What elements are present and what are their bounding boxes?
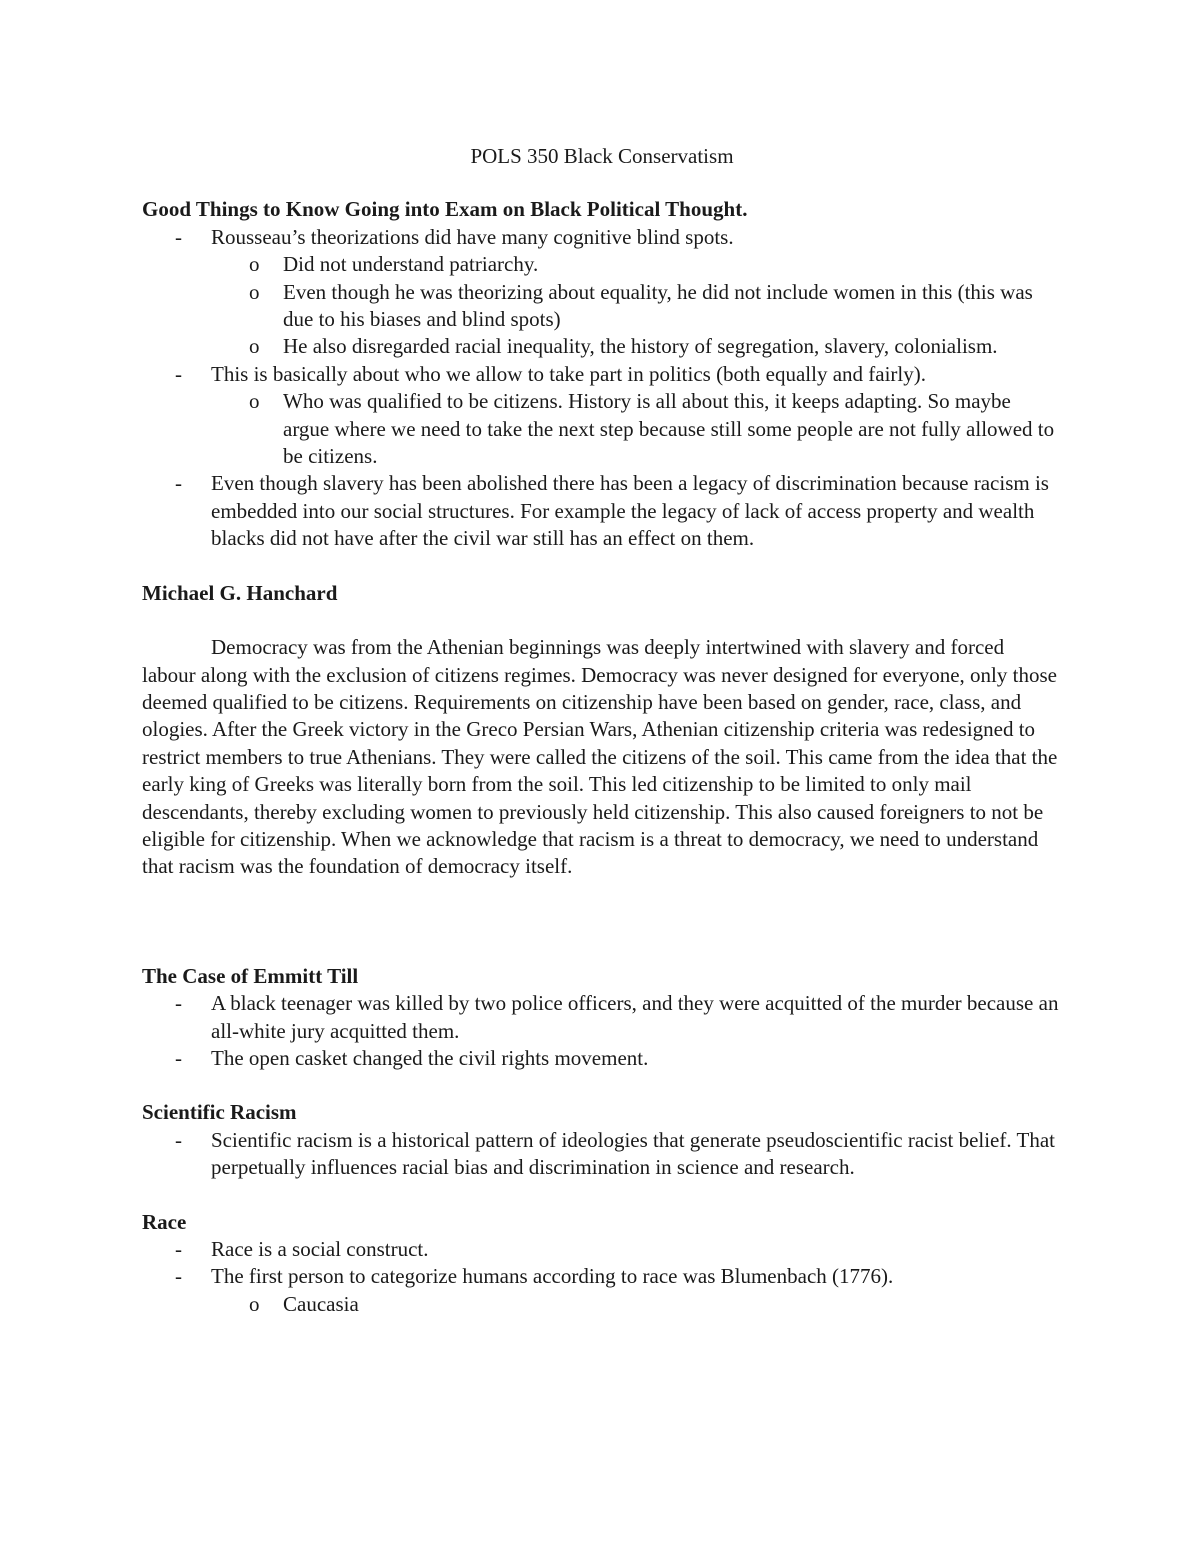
- dash-marker: -: [175, 1045, 182, 1070]
- section-heading-hanchard: Michael G. Hanchard: [142, 580, 338, 605]
- section-emmitt-till: [142, 963, 1062, 1073]
- sub-list: [211, 251, 1062, 361]
- list-item-text: Rousseau’s theorizations did have many cognitive blind spots.: [211, 224, 734, 249]
- list-item-text: Scientific racism is a historical pattern of ideologies that generate pseudoscientific racist belief. That perpetually influences racial bias and discrimination in science and research.: [211, 1127, 1055, 1180]
- section-race: [142, 1209, 1062, 1319]
- list-item: [142, 1045, 1062, 1072]
- sub-list-item-text: He also disregarded racial inequality, the history of segregation, slavery, colonialism.: [283, 334, 998, 359]
- list-item-text: Even though slavery has been abolished there has been a legacy of discrimination because racism is embedded into our social structures. For example the legacy of lack of access property and wealth blacks did not have after the civil war still has an effect on them.: [211, 471, 1049, 551]
- bullet-list-emmitt-till: [142, 990, 1062, 1072]
- list-item-text: Race is a social construct.: [211, 1237, 429, 1261]
- sub-list-item-text: Did not understand patriarchy.: [283, 252, 539, 277]
- section-heading-race: Race: [142, 1209, 187, 1234]
- sub-list-item-text: Even though he was theorizing about equality, he did not include women in this (this was due to his biases and blind spots): [283, 279, 1033, 332]
- sub-list: [211, 1291, 1062, 1318]
- bullet-list-race: [142, 1236, 1062, 1318]
- section-scientific-racism: [142, 1099, 1062, 1181]
- list-item: [142, 224, 1062, 361]
- list-item: [142, 470, 1062, 552]
- spacer: [142, 607, 1062, 634]
- document-page: [142, 143, 1062, 1318]
- dash-marker: -: [175, 1127, 182, 1152]
- sub-list: [211, 388, 1062, 470]
- list-item: [142, 1236, 1062, 1263]
- list-item-text: The first person to categorize humans according to race was Blumenbach (1776).: [211, 1264, 894, 1289]
- sub-list-item: [211, 388, 1062, 470]
- spacer: [142, 553, 1062, 580]
- dash-marker: -: [175, 991, 182, 1016]
- list-item: [142, 1127, 1062, 1182]
- bullet-list-good-things: [142, 224, 1062, 553]
- list-item-text: The open casket changed the civil rights movement.: [211, 1045, 649, 1070]
- spacer: [142, 1182, 1062, 1209]
- dash-marker: -: [175, 224, 182, 249]
- sub-list-item-text: Caucasia: [283, 1291, 359, 1316]
- section-good-things: [142, 196, 1062, 552]
- spacer: [142, 881, 1062, 963]
- dash-marker: -: [175, 1237, 182, 1261]
- circle-marker: o: [249, 1291, 260, 1316]
- list-item-text: This is basically about who we allow to take part in politics (both equally and fairly).: [211, 361, 926, 386]
- circle-marker: o: [249, 389, 260, 414]
- section-heading-good-things: Good Things to Know Going into Exam on Black Political Thought.: [142, 197, 748, 222]
- list-item: [142, 1263, 1062, 1318]
- list-item-text: A black teenager was killed by two police officers, and they were acquitted of the murder because an all-white jury acquitted them.: [211, 991, 1059, 1043]
- bullet-list-scientific-racism: [142, 1127, 1062, 1182]
- list-item: [142, 361, 1062, 471]
- section-hanchard: [142, 580, 1062, 881]
- spacer: [142, 1072, 1062, 1099]
- dash-marker: -: [175, 361, 182, 386]
- section-heading-scientific-racism: Scientific Racism: [142, 1100, 297, 1125]
- circle-marker: o: [249, 334, 260, 359]
- sub-list-item: [211, 279, 1062, 334]
- circle-marker: o: [249, 279, 260, 304]
- section-heading-emmitt-till: The Case of Emmitt Till: [142, 963, 359, 988]
- dash-marker: -: [175, 1264, 182, 1289]
- sub-list-item-text: Who was qualified to be citizens. History is all about this, it keeps adapting. So maybe argue where we need to take the next step because still some people are not fully allowed to be citizens.: [283, 389, 1055, 469]
- document-title: POLS 350 Black Conservatism: [470, 144, 734, 168]
- list-item: [142, 990, 1062, 1045]
- sub-list-item: [211, 251, 1062, 278]
- hanchard-paragraph: Democracy was from the Athenian beginnings was deeply intertwined with slavery and forced labour along with the exclusion of citizens regimes. Democracy was never designed for everyone, only those deemed qualified to be citizens. Requirements on citizenship have been based on gender, race, class, and ologies. After the Greek victory in the Greco Persian Wars, Athenian citizenship criteria was redesigned to restrict members to true Athenians. They were called the citizens of the soil. This came from the idea that the early king of Greeks was literally born from the soil. This led citizenship to be limited to only mail descendants, thereby excluding women to previously held citizenship. This also caused foreigners to not be eligible for citizenship. When we acknowledge that racism is a threat to democracy, we need to understand that racism was the foundation of democracy itself.: [142, 635, 1058, 879]
- circle-marker: o: [249, 252, 260, 277]
- sub-list-item: [211, 1291, 1062, 1318]
- dash-marker: -: [175, 471, 182, 496]
- sub-list-item: [211, 333, 1062, 360]
